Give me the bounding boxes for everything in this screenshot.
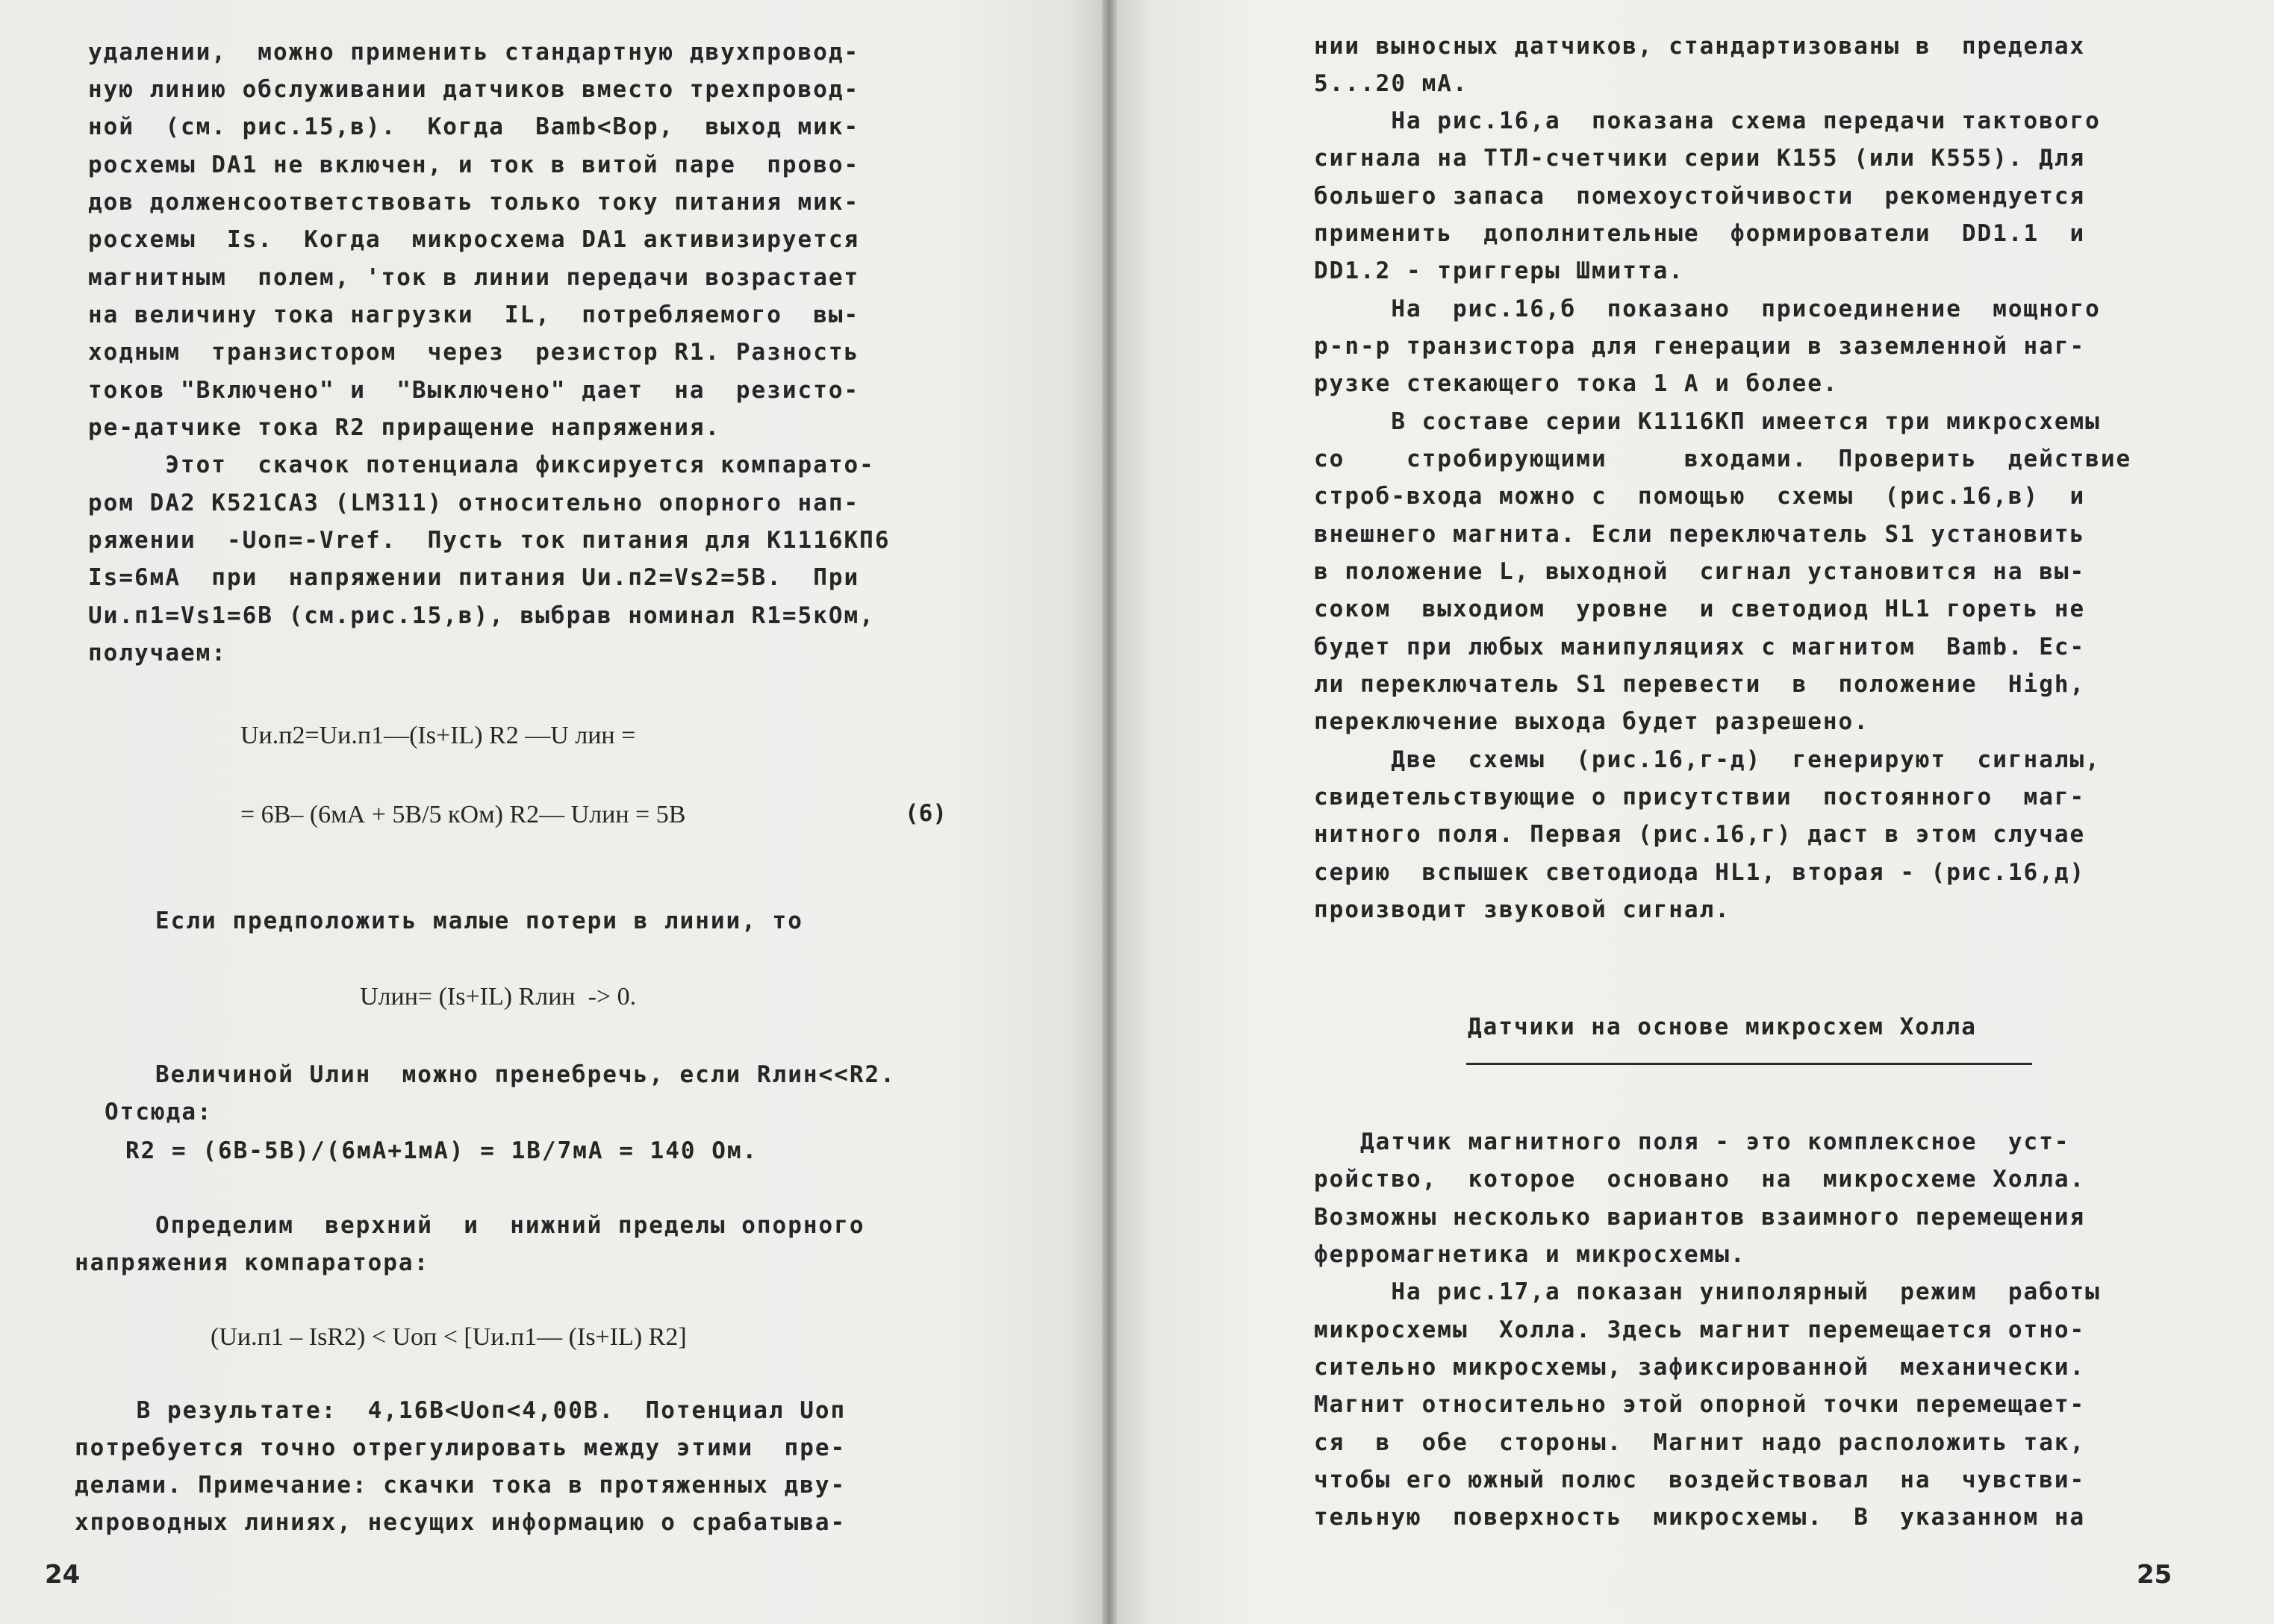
text-line: ром DA2 K521CA3 (LM311) относительно опорного нап- <box>88 490 860 516</box>
text-line: сительно микросхемы, зафиксированной механически. <box>1314 1354 2086 1381</box>
text-line: внешнего магнита. Если переключатель S1 установить <box>1314 521 2086 548</box>
text-line: Определим верхний и нижний пределы опорного <box>155 1212 865 1239</box>
text-line: рузке стекающего тока 1 А и более. <box>1314 370 1839 397</box>
text-line: потребуется точно отрегулировать между этими пре- <box>75 1434 847 1461</box>
text-line: дов долженсоответствовать только току питания мик- <box>88 189 860 216</box>
text-line: нитного поля. Первая (рис.16,г) даст в этом случае <box>1314 821 2086 848</box>
text-line: R2 = (6В-5В)/(6мА+1мА) = 1В/7мА = 140 Ом. <box>125 1137 758 1164</box>
text-line: Этот скачок потенциала фиксируется компарато- <box>88 452 875 478</box>
equation-number: (6) <box>905 800 947 827</box>
text-line: Отсюда: <box>105 1099 213 1125</box>
text-line: ре-датчике тока R2 приращение напряжения. <box>88 414 721 441</box>
text-line: ся в обе стороны. Магнит надо расположить так, <box>1314 1429 2086 1456</box>
text-line: со стробирующими входами. Проверить действие <box>1314 446 2132 472</box>
book-gutter <box>1102 0 1117 1624</box>
text-line: ную линию обслуживании датчиков вместо трехпровод- <box>88 76 860 103</box>
text-line: получаем: <box>88 640 227 666</box>
text-line: на величину тока нагрузки IL, потребляемого вы- <box>88 302 860 328</box>
equation-line: = 6В– (6мА + 5В/5 кОм) R2— Uлин = 5В <box>240 801 686 828</box>
text-line: В составе серии К1116КП имеется три микросхемы <box>1314 408 2101 435</box>
text-line: p-n-p транзистора для генерации в заземленной наг- <box>1314 333 2086 360</box>
text-line: большего запаса помехоустойчивости рекомендуется <box>1314 183 2086 210</box>
right-page <box>1117 0 2274 1624</box>
text-line: На рис.16,а показана схема передачи тактового <box>1314 107 2101 134</box>
page-number: 25 <box>2137 1560 2172 1590</box>
text-line: серию вспышек светодиода HL1, вторая - (рис.16,д) <box>1314 859 2086 886</box>
equation-line: Uлин= (Is+IL) Rлин -> 0. <box>360 983 637 1011</box>
text-line: тельную поверхность микросхемы. В указанном на <box>1314 1504 2086 1531</box>
left-page <box>0 0 1102 1624</box>
text-line: строб-входа можно с помощью схемы (рис.16,в) и <box>1314 483 2086 510</box>
page-number: 24 <box>45 1560 81 1590</box>
text-line: Если предположить малые потери в линии, то <box>155 908 803 934</box>
text-line: В результате: 4,16В<Uоп<4,00В. Потенциал Uоп <box>75 1397 847 1424</box>
text-line: микросхемы Холла. Здесь магнит перемещается отно- <box>1314 1317 2086 1343</box>
text-line: сигнала на ТТЛ-счетчики серии К155 (или К555). Для <box>1314 145 2086 172</box>
text-line: ной (см. рис.15,в). Когда Bamb<Bop, выход мик- <box>88 113 860 140</box>
text-line: применить дополнительные формирователи DD1.1 и <box>1314 220 2086 247</box>
text-line: производит звуковой сигнал. <box>1314 896 1731 923</box>
text-line: удалении, можно применить стандартную двухпровод- <box>88 39 860 66</box>
section-title: Датчики на основе микросхем Холла <box>1468 1014 1977 1040</box>
text-line: будет при любых манипуляциях с магнитом Bamb. Ес- <box>1314 634 2086 660</box>
section-title-underline <box>1466 1063 2032 1065</box>
text-line: хпроводных линиях, несущих информацию о срабатыва- <box>75 1509 847 1536</box>
text-line: чтобы его южный полюс воздействовал на чувстви- <box>1314 1467 2086 1493</box>
text-line: 5...20 мА. <box>1314 70 1468 97</box>
text-line: в положение L, выходной сигнал установится на вы- <box>1314 558 2086 585</box>
text-line: ройство, которое основано на микросхеме Холла. <box>1314 1166 2086 1193</box>
text-line: ферромагнетика и микросхемы. <box>1314 1241 1746 1268</box>
text-line: На рис.16,б показано присоединение мощного <box>1314 296 2101 322</box>
text-line: Возможны несколько вариантов взаимного перемещения <box>1314 1204 2086 1231</box>
text-line: токов "Включено" и "Выключено" дает на резисто- <box>88 377 860 404</box>
text-line: Две схемы (рис.16,г-д) генерируют сигналы, <box>1314 746 2101 773</box>
text-line: Датчик магнитного поля - это комплексное уст- <box>1314 1128 2070 1155</box>
text-line: делами. Примечание: скачки тока в протяженных дву- <box>75 1472 847 1499</box>
equation-line: Uи.п2=Uи.п1—(Is+IL) R2 —U лин = <box>240 722 636 749</box>
text-line: росхемы Is. Когда микросхема DA1 активизируется <box>88 226 860 253</box>
text-line: росхемы DA1 не включен, и ток в витой паре прово- <box>88 152 860 178</box>
text-line: Uи.п1=Vs1=6В (см.рис.15,в), выбрав номинал R1=5кОм, <box>88 602 875 629</box>
text-line: ли переключатель S1 перевести в положение High, <box>1314 671 2086 698</box>
text-line: ходным транзистором через резистор R1. Разность <box>88 339 860 366</box>
text-line: напряжения компаратора: <box>75 1249 430 1276</box>
text-line: Величиной Uлин можно пренебречь, если Rлин<<R2. <box>155 1061 896 1088</box>
text-line: нии выносных датчиков, стандартизованы в пределах <box>1314 33 2086 60</box>
text-line: Is=6мА при напряжении питания Uи.п2=Vs2=5В. При <box>88 564 860 591</box>
text-line: DD1.2 - триггеры Шмитта. <box>1314 257 1684 284</box>
equation-line: (Uи.п1 – IsR2) < Uоп < [Uи.п1— (Is+IL) R2] <box>211 1323 687 1351</box>
text-line: На рис.17,а показан униполярный режим работы <box>1314 1278 2101 1305</box>
text-line: переключение выхода будет разрешено. <box>1314 708 1869 735</box>
text-line: магнитным полем, 'ток в линии передачи возрастает <box>88 264 860 291</box>
text-line: ряжении -Uоп=-Vref. Пусть ток питания для K1116КП6 <box>88 527 891 554</box>
text-line: Магнит относительно этой опорной точки перемещает- <box>1314 1391 2086 1418</box>
text-line: свидетельствующие о присутствии постоянного маг- <box>1314 784 2086 811</box>
text-line: соком выходиом уровне и светодиод HL1 гореть не <box>1314 596 2086 622</box>
